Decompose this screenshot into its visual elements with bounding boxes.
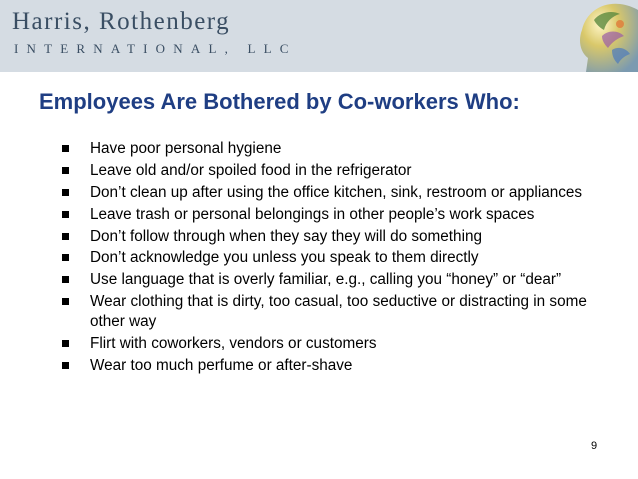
bullet-text: Use language that is overly familiar, e.g., calling you “honey” or “dear”	[90, 271, 562, 289]
bullet-text: Don’t acknowledge you unless you speak to them directly	[90, 249, 479, 267]
bullet-square-icon	[62, 254, 69, 261]
bullet-text: Flirt with coworkers, vendors or customers	[90, 334, 377, 352]
bullet-square-icon	[62, 276, 69, 283]
bullet-square-icon	[62, 211, 69, 218]
list-item	[62, 292, 602, 331]
list-item	[62, 205, 602, 225]
list-item	[62, 161, 602, 181]
bullet-square-icon	[62, 189, 69, 196]
bullet-text: Don’t follow through when they say they will do something	[90, 227, 482, 245]
list-item	[62, 270, 602, 290]
list-item	[62, 248, 602, 268]
slide-title: Employees Are Bothered by Co-workers Who:	[39, 89, 520, 114]
bullet-square-icon	[62, 167, 69, 174]
bullet-square-icon	[62, 362, 69, 369]
list-item	[62, 183, 602, 203]
list-item	[62, 334, 602, 354]
company-subtitle: INTERNATIONAL, LLC	[14, 41, 297, 56]
bullet-text: Have poor personal hygiene	[90, 140, 282, 157]
bullet-list	[62, 139, 602, 377]
bullet-text: Leave trash or personal belongings in other people’s work spaces	[90, 205, 535, 223]
bullet-square-icon	[62, 340, 69, 347]
list-item	[62, 139, 602, 159]
head-profile-logo-icon	[572, 0, 638, 72]
bullet-square-icon	[62, 298, 69, 305]
bullet-text: Wear too much perfume or after-shave	[90, 356, 353, 374]
bullet-square-icon	[62, 145, 69, 152]
header-banner	[0, 0, 638, 72]
company-name: Harris, Rothenberg	[12, 8, 231, 35]
bullet-text: Wear clothing that is dirty, too casual, too seductive or distracting in some other way	[90, 293, 587, 330]
bullet-text: Leave old and/or spoiled food in the refrigerator	[90, 161, 412, 179]
page-number: 9	[591, 440, 598, 452]
list-item	[62, 227, 602, 247]
bullet-text: Don’t clean up after using the office kitchen, sink, restroom or appliances	[90, 183, 583, 201]
bullet-square-icon	[62, 233, 69, 240]
list-item	[62, 356, 602, 376]
